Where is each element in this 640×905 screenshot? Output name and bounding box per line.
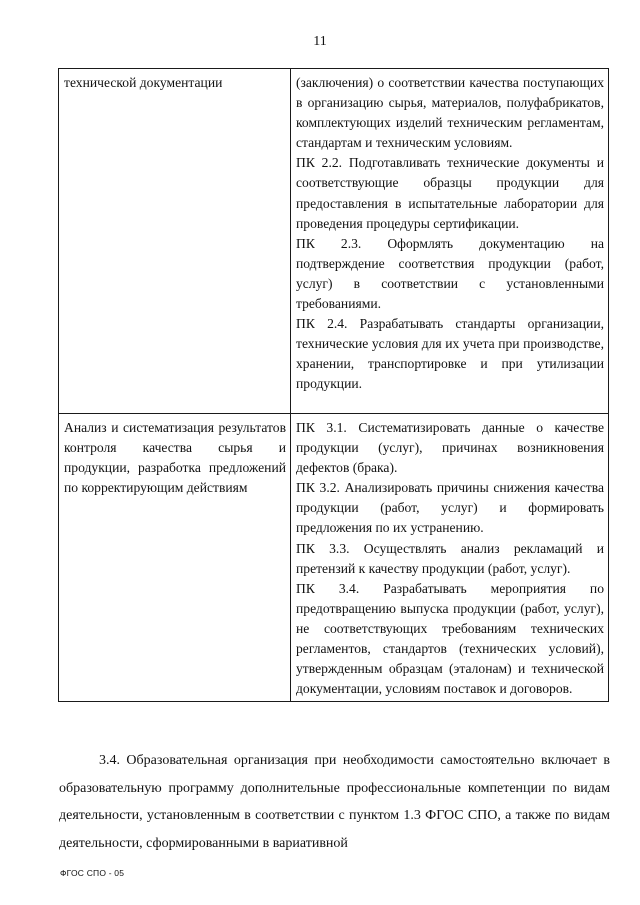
competency-text: ПК 3.1. Систематизировать данные о качестве продукции (услуг), причинах возникновения дефектов (брака). bbox=[296, 420, 604, 476]
competency-text: ПК 3.4. Разрабатывать мероприятия по предотвращению выпуска продукции (работ, услуг), не соответствующих требованиям технических регламентов, стандартов (технических условий), утвержденным образцам (эталонам) и технической документации, условиям поставок и договоров. bbox=[296, 580, 604, 697]
competency-text: ПК 2.4. Разрабатывать стандарты организации, технические условия для их учета при производстве, хранении, транспортировке и при утилизации продукции. bbox=[296, 316, 604, 392]
competency-text: (заключения) о соответствии качества поступающих в организацию сырья, материалов, полуфабрикатов, комплектующих изделий техническим регламентам, стандартам и техническим условиям. bbox=[296, 75, 604, 151]
activity-text: Анализ и систематизация результатов контроля качества сырья и продукции, разработка предложений по корректирующим действиям bbox=[64, 420, 286, 496]
competency-text: ПК 3.3. Осуществлять анализ рекламаций и претензий к качеству продукции (работ, услуг). bbox=[296, 540, 604, 576]
competency-text: ПК 2.2. Подготавливать технические документы и соответствующие образцы продукции для предоставления в испытательные лаборатории для проведения процедуры сертификации. bbox=[296, 155, 604, 231]
activity-cell bbox=[59, 69, 291, 414]
table-row bbox=[59, 69, 609, 414]
competency-cell bbox=[291, 414, 609, 702]
activity-cell bbox=[59, 414, 291, 702]
table-row bbox=[59, 414, 609, 702]
competency-text: ПК 2.3. Оформлять документацию на подтверждение соответствия продукции (работ, услуг) в соответствии с установленными требованиями. bbox=[296, 235, 604, 312]
page-number: 11 bbox=[313, 34, 327, 49]
footer-label: ФГОС СПО - 05 bbox=[60, 868, 125, 878]
body-paragraph: 3.4. Образовательная организация при необходимости самостоятельно включает в образовательную программу дополнительные профессиональные компетенции по видам деятельности, установленным в соответствии с пунктом 1.3 ФГОС СПО, а также по видам деятельности, сформированными в вариативной bbox=[59, 753, 610, 851]
competency-table bbox=[58, 68, 609, 702]
competency-text: ПК 3.2. Анализировать причины снижения качества продукции (работ, услуг) и формировать предложения по их устранению. bbox=[296, 480, 604, 536]
activity-text: технической документации bbox=[64, 75, 223, 90]
competency-cell bbox=[291, 69, 609, 414]
